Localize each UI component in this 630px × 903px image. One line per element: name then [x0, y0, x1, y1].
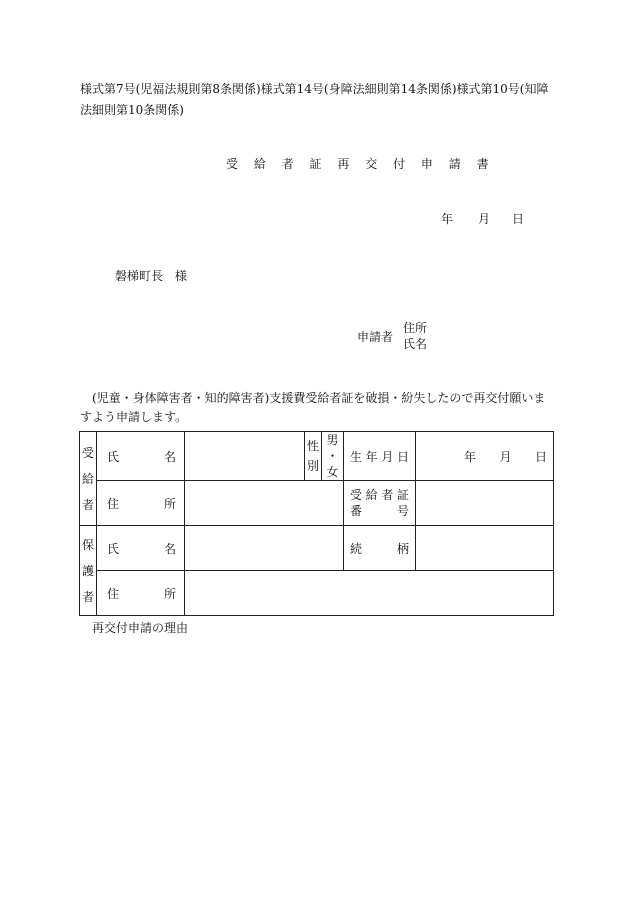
certificate-number-label: 受 給 者 証 番 号 [344, 481, 416, 526]
title-char: 書 [476, 157, 495, 171]
guardian-address-field[interactable] [185, 571, 554, 616]
title-char: 申 [420, 157, 439, 171]
guardian-name-row [80, 526, 554, 571]
applicant-address-label: 住所 [403, 321, 428, 335]
date-day: 日 [512, 212, 525, 226]
title-char: 再 [337, 157, 356, 171]
birthdate-label: 生 年 月 日 [344, 432, 416, 481]
document-title [226, 155, 495, 172]
addressee-honorific: 様 [174, 269, 187, 283]
request-statement: (児童・身体障害者・知的障害者)支援費受給者証を破損・紛失したので再交付願いますよう申請します。 [80, 391, 546, 424]
form-reference: 様式第7号(児福法規則第8条関係)様式第14号(身障法細則第14条関係)様式第10号(知障法細則第10条関係) [80, 82, 549, 117]
gender-options[interactable]: 男 ・ 女 [322, 432, 344, 481]
application-table [79, 431, 554, 616]
recipient-name-field[interactable] [185, 432, 305, 481]
birth-month: 月 [499, 449, 512, 464]
title-char: 者 [281, 157, 300, 171]
applicant-label: 申請者 [357, 330, 394, 344]
title-char: 受 [226, 157, 245, 171]
title-char: 証 [309, 157, 328, 171]
recipient-address-row [80, 481, 554, 526]
certificate-number-field[interactable] [416, 481, 554, 526]
guardian-address-row [80, 571, 554, 616]
date-year: 年 [441, 212, 454, 226]
birth-year: 年 [464, 449, 477, 464]
guardian-group-label: 保 護 者 [80, 526, 97, 616]
addressee [115, 267, 187, 284]
reason-label: 再交付申請の理由 [92, 621, 189, 635]
gender-label: 性 別 [305, 432, 322, 481]
birthdate-field[interactable] [416, 432, 554, 481]
recipient-group-label: 受 給 者 [80, 432, 97, 526]
applicant-name-label: 氏名 [403, 337, 428, 351]
guardian-name-label: 氏 名 [97, 526, 185, 571]
title-char: 給 [253, 157, 272, 171]
guardian-address-label: 住 所 [97, 571, 185, 616]
relationship-field[interactable] [416, 526, 554, 571]
title-char: 交 [365, 157, 384, 171]
addressee-name: 磐梯町長 [115, 269, 164, 283]
date-month: 月 [478, 212, 491, 226]
guardian-name-field[interactable] [185, 526, 344, 571]
title-char: 請 [448, 157, 467, 171]
title-char: 付 [393, 157, 412, 171]
recipient-name-label: 氏 名 [97, 432, 185, 481]
recipient-address-field[interactable] [185, 481, 344, 526]
relationship-label: 続 柄 [344, 526, 416, 571]
recipient-name-row [80, 432, 554, 481]
birth-day: 日 [534, 449, 547, 464]
recipient-address-label: 住 所 [97, 481, 185, 526]
applicant-fields [403, 320, 427, 352]
